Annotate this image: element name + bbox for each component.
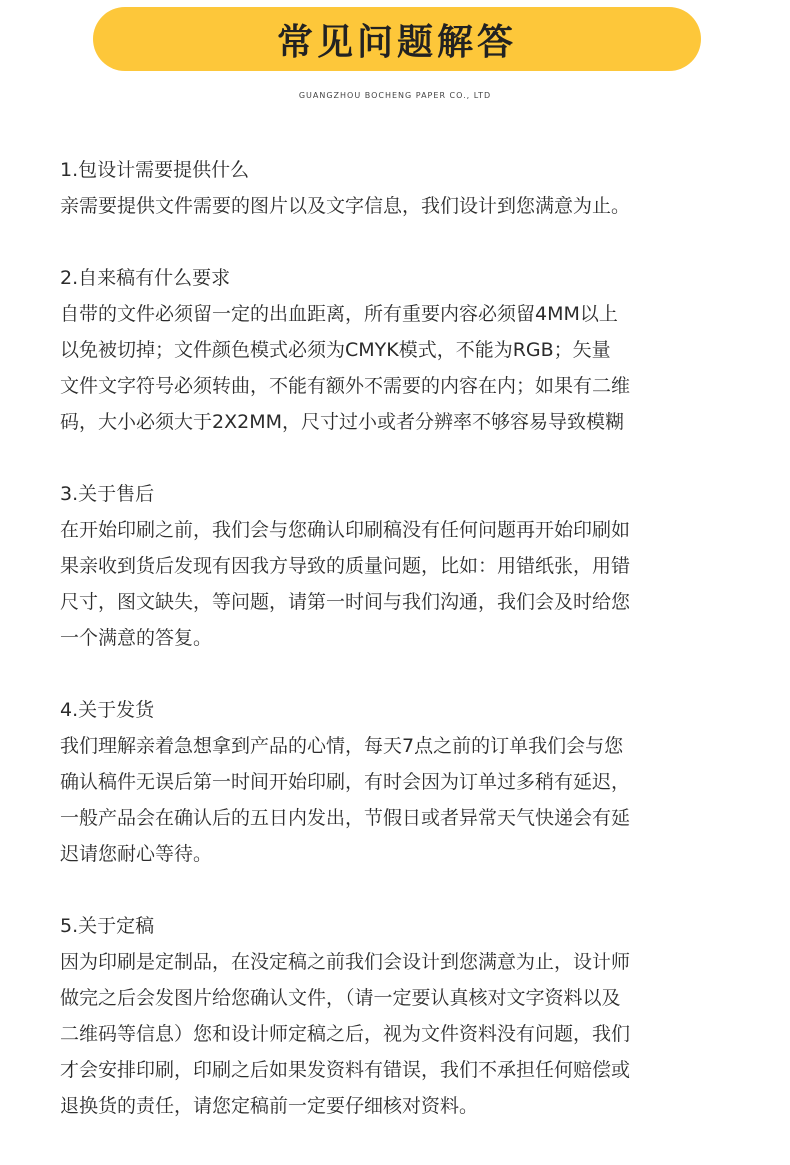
- faq-answer-line: 在开始印刷之前，我们会与您确认印刷稿没有任何问题再开始印刷如: [60, 519, 631, 541]
- faq-answer-line: 做完之后会发图片给您确认文件，（请一定要认真核对文字资料以及: [60, 987, 621, 1009]
- faq-item-shipping: [60, 692, 740, 872]
- faq-answer-line: 尺寸，图文缺失，等问题，请第一时间与我们沟通，我们会及时给您: [60, 591, 631, 613]
- faq-question: 5.关于定稿: [60, 915, 155, 937]
- title-banner: [93, 7, 701, 71]
- faq-item-own-artwork: [60, 260, 740, 440]
- faq-item-final-proof: [60, 908, 740, 1124]
- faq-question: 4.关于发货: [60, 699, 155, 721]
- faq-answer-line: 退换货的责任，请您定稿前一定要仔细核对资料。: [60, 1095, 479, 1117]
- faq-answer-line: 自带的文件必须留一定的出血距离，所有重要内容必须留4MM以上: [60, 303, 618, 325]
- faq-answer-line: 二维码等信息）您和设计师定稿之后，视为文件资料没有问题，我们: [60, 1023, 631, 1045]
- faq-answer-line: 码，大小必须大于2X2MM，尺寸过小或者分辨率不够容易导致模糊: [60, 411, 624, 433]
- faq-question: 3.关于售后: [60, 483, 155, 505]
- faq-question: 1.包设计需要提供什么: [60, 159, 250, 181]
- faq-item-design: [60, 152, 740, 224]
- faq-item-after-sales: [60, 476, 740, 656]
- faq-answer-line: 才会安排印刷，印刷之后如果发资料有错误，我们不承担任何赔偿或: [60, 1059, 631, 1081]
- faq-answer-line: 我们理解亲着急想拿到产品的心情，每天7点之前的订单我们会与您: [60, 735, 624, 757]
- company-name: GUANGZHOU BOCHENG PAPER CO., LTD: [298, 91, 492, 100]
- faq-answer-line: 一般产品会在确认后的五日内发出，节假日或者异常天气快递会有延: [60, 807, 631, 829]
- faq-list: [60, 152, 740, 1160]
- faq-answer-line: 确认稿件无误后第一时间开始印刷，有时会因为订单过多稍有延迟，: [60, 771, 631, 793]
- faq-answer-line: 因为印刷是定制品，在没定稿之前我们会设计到您满意为止，设计师: [60, 951, 631, 973]
- faq-question: 2.自来稿有什么要求: [60, 267, 231, 289]
- faq-answer-line: 亲需要提供文件需要的图片以及文字信息，我们设计到您满意为止。: [60, 195, 631, 217]
- faq-answer-line: 迟请您耐心等待。: [60, 843, 213, 865]
- faq-answer-line: 文件文字符号必须转曲，不能有额外不需要的内容在内；如果有二维: [60, 375, 631, 397]
- page-title: 常见问题解答: [276, 21, 517, 63]
- faq-answer-line: 以免被切掉；文件颜色模式必须为CMYK模式，不能为RGB；矢量: [60, 339, 611, 361]
- faq-answer-line: 一个满意的答复。: [60, 627, 213, 649]
- faq-answer-line: 果亲收到货后发现有因我方导致的质量问题，比如：用错纸张，用错: [60, 555, 631, 577]
